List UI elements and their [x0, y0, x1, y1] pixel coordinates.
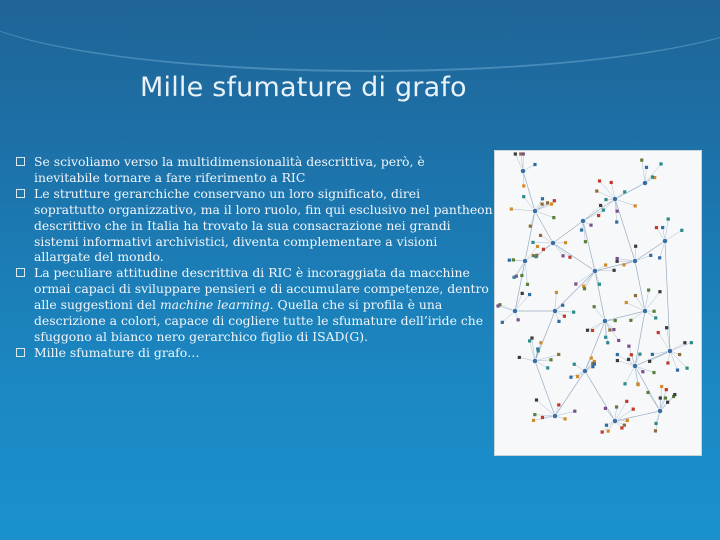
graph-leaf-node: [665, 388, 668, 391]
graph-leaf-node: [552, 216, 555, 219]
graph-leaf-node: [626, 419, 629, 422]
graph-leaf-node: [512, 258, 515, 261]
graph-leaf-node: [655, 226, 658, 229]
bullet-item: [14, 345, 494, 361]
graph-leaf-node: [517, 318, 520, 321]
graph-leaf-node: [533, 413, 536, 416]
graph-leaf-node: [652, 310, 655, 313]
graph-hub-node: [532, 208, 537, 213]
graph-leaf-node: [651, 175, 654, 178]
graph-leaf-node: [576, 375, 579, 378]
graph-leaf-node: [649, 254, 652, 257]
graph-leaf-edge: [665, 230, 682, 241]
graph-leaf-node: [557, 403, 560, 406]
bullet-text: Le strutture gerarchiche conservano un loro significato, direi soprattutto organizzativo, ma il loro ruolo, fin qui esclusivo nel pantheon descrittivo che in Italia ha trovato la sua consacrazione nei grandi sistemi informativi archivistici, diventa complementare a visioni allargate del mondo.: [34, 185, 493, 265]
graph-leaf-node: [533, 163, 536, 166]
graph-leaf-edge: [535, 415, 555, 416]
graph-leaf-node: [683, 341, 686, 344]
graph-leaf-edge: [650, 351, 670, 361]
graph-leaf-edge: [583, 205, 601, 221]
graph-leaf-node: [572, 311, 575, 314]
graph-leaf-node: [612, 328, 615, 331]
graph-hub-node: [550, 240, 555, 245]
bullet-box-icon: [16, 157, 25, 166]
graph-leaf-node: [658, 290, 661, 293]
graph-leaf-node: [561, 304, 564, 307]
graph-hub-node: [667, 348, 672, 353]
graph-leaf-node: [666, 401, 669, 404]
graph-leaf-node: [563, 417, 566, 420]
bullet-box-icon: [16, 189, 25, 198]
graph-leaf-node: [658, 256, 661, 259]
graph-leaf-node: [648, 360, 651, 363]
graph-leaf-node: [638, 353, 641, 356]
graph-leaf-node: [647, 288, 650, 291]
graph-leaf-node: [591, 365, 594, 368]
graph-leaf-edge: [670, 343, 691, 351]
graph-leaf-node: [537, 349, 540, 352]
graph-leaf-node: [667, 217, 670, 220]
graph-leaf-node: [665, 326, 668, 329]
graph-leaf-node: [532, 254, 535, 257]
graph-leaf-node: [615, 405, 618, 408]
header-decoration: [0, 0, 720, 72]
graph-leaf-node: [637, 383, 640, 386]
graph-leaf-edge: [642, 160, 645, 183]
graph-leaf-node: [606, 341, 609, 344]
graph-leaf-node: [541, 416, 544, 419]
graph-hub-node: [612, 418, 617, 423]
bullet-item: [14, 154, 494, 186]
graph-leaf-edge: [525, 261, 527, 284]
graph-leaf-node: [546, 366, 549, 369]
graph-leaf-node: [645, 166, 648, 169]
graph-leaf-node: [595, 189, 598, 192]
graph-leaf-node: [528, 339, 531, 342]
graph-leaf-node: [561, 254, 564, 257]
graph-leaf-node: [542, 248, 545, 251]
graph-leaf-edge: [530, 341, 535, 361]
graph-leaf-node: [634, 204, 637, 207]
bullet-box-icon: [16, 268, 25, 277]
graph-leaf-node: [541, 197, 544, 200]
graph-edge: [635, 261, 645, 311]
graph-leaf-node: [580, 228, 583, 231]
graph-leaf-edge: [615, 199, 635, 206]
graph-leaf-node: [610, 181, 613, 184]
graph-leaf-node: [593, 305, 596, 308]
graph-leaf-edge: [599, 199, 615, 216]
graph-edge: [615, 199, 635, 261]
graph-edge: [595, 271, 605, 321]
graph-leaf-node: [627, 358, 630, 361]
graph-leaf-node: [659, 396, 662, 399]
graph-leaf-node: [602, 208, 605, 211]
graph-leaf-node: [501, 321, 504, 324]
bullet-text-italic: machine learning.: [159, 297, 274, 313]
graph-leaf-node: [632, 408, 635, 411]
graph-leaf-node: [652, 371, 655, 374]
graph-leaf-edge: [665, 219, 668, 241]
graph-hub-node: [632, 258, 637, 263]
graph-leaf-node: [625, 301, 628, 304]
graph-hub-node: [582, 368, 587, 373]
graph-leaf-node: [616, 210, 619, 213]
graph-leaf-node: [549, 358, 552, 361]
graph-hub-node: [552, 413, 557, 418]
graph-leaf-node: [660, 385, 663, 388]
graph-leaf-node: [678, 353, 681, 356]
graph-leaf-edge: [583, 221, 585, 242]
graph-leaf-edge: [670, 351, 678, 370]
graph-leaf-node: [568, 256, 571, 259]
bullet-list: [14, 154, 494, 361]
graph-leaf-edge: [597, 191, 615, 199]
graph-leaf-edge: [658, 333, 670, 351]
graph-leaf-node: [623, 424, 626, 427]
graph-edge: [535, 211, 553, 243]
graph-leaf-node: [620, 426, 623, 429]
graph-edge: [585, 371, 615, 421]
graph-leaf-node: [586, 329, 589, 332]
graph-edge: [553, 243, 595, 271]
graph-leaf-node: [539, 341, 542, 344]
graph-leaf-node: [555, 291, 558, 294]
graph-leaf-node: [623, 190, 626, 193]
graph-leaf-node: [630, 353, 633, 356]
graph-leaf-edge: [648, 392, 660, 411]
graph-hub-node: [512, 308, 517, 313]
graph-leaf-node: [520, 274, 523, 277]
graph-leaf-node: [646, 391, 649, 394]
graph-leaf-node: [623, 382, 626, 385]
graph-leaf-node: [550, 203, 553, 206]
graph-leaf-node: [573, 410, 576, 413]
graph-hub-node: [532, 358, 537, 363]
graph-leaf-edge: [656, 411, 660, 431]
graph-leaf-node: [598, 179, 601, 182]
graph-hub-node: [522, 258, 527, 263]
graph-leaf-node: [590, 356, 593, 359]
graph-edge: [583, 221, 595, 271]
graph-edge: [535, 311, 555, 361]
graph-leaf-edge: [515, 295, 530, 311]
graph-leaf-node: [605, 424, 608, 427]
graph-leaf-edge: [533, 242, 553, 243]
graph-edge: [525, 211, 535, 261]
graph-leaf-node: [608, 328, 611, 331]
graph-hub-node: [612, 196, 617, 201]
slide-title: Mille sfumature di grafo: [140, 72, 467, 103]
graph-leaf-node: [530, 336, 533, 339]
graph-leaf-node: [617, 339, 620, 342]
graph-hub-node: [520, 168, 525, 173]
graph-leaf-node: [574, 282, 577, 285]
bullet-text: Mille sfumature di grafo…: [34, 344, 200, 360]
graph-leaf-node: [685, 367, 688, 370]
graph-leaf-node: [531, 241, 534, 244]
graph-edge: [553, 221, 583, 243]
graph-leaf-edge: [511, 209, 535, 211]
graph-leaf-node: [584, 240, 587, 243]
graph-hub-node: [580, 218, 585, 223]
graph-leaf-node: [515, 275, 518, 278]
graph-leaf-node: [508, 259, 511, 262]
graph-leaf-node: [604, 336, 607, 339]
graph-leaf-edge: [576, 271, 595, 284]
graph-leaf-node: [521, 292, 524, 295]
graph-leaf-node: [591, 329, 594, 332]
graph-leaf-node: [616, 359, 619, 362]
graph-edge: [535, 361, 555, 416]
graph-edge: [523, 171, 535, 211]
graph-leaf-node: [640, 159, 643, 162]
graph-leaf-node: [654, 422, 657, 425]
graph-leaf-node: [589, 224, 592, 227]
graph-hub-node: [602, 318, 607, 323]
graph-leaf-node: [614, 319, 617, 322]
graph-leaf-node: [615, 220, 618, 223]
graph-leaf-edge: [615, 401, 627, 421]
graph-leaf-node: [593, 362, 596, 365]
graph-leaf-node: [613, 269, 616, 272]
graph-leaf-node: [529, 225, 532, 228]
graph-leaf-node: [625, 400, 628, 403]
graph-leaf-node: [654, 429, 657, 432]
graph-edge: [605, 311, 645, 321]
graph-leaf-edge: [645, 290, 649, 311]
graph-leaf-node: [598, 283, 601, 286]
graph-leaf-node: [583, 287, 586, 290]
graph-leaf-node: [616, 257, 619, 260]
network-graph-image: [494, 150, 702, 456]
graph-leaf-node: [615, 260, 618, 263]
graph-leaf-edge: [583, 210, 603, 221]
graph-leaf-edge: [534, 416, 555, 420]
graph-leaf-node: [616, 353, 619, 356]
graph-leaf-node: [604, 263, 607, 266]
bullet-text: Se scivoliamo verso la multidimensionalità descrittiva, però, è inevitabile tornare a fare riferimento a RIC: [34, 154, 425, 185]
graph-leaf-node: [604, 198, 607, 201]
network-graph-drawing: [495, 151, 701, 455]
graph-leaf-node: [528, 293, 531, 296]
graph-edge: [583, 199, 615, 221]
graph-leaf-node: [522, 184, 525, 187]
graph-leaf-node: [535, 398, 538, 401]
graph-leaf-node: [563, 315, 566, 318]
graph-leaf-node: [539, 234, 542, 237]
bullet-text-end: Quella che si profila è una descrizione a colori, capace di cogliere tutte le sfumature dell’iride che sfuggono al bianco nero gerarchico figlio di ISAD(G).: [34, 297, 484, 344]
graph-leaf-node: [657, 331, 660, 334]
graph-leaf-node: [622, 263, 625, 266]
graph-leaf-node: [641, 370, 644, 373]
graph-leaf-node: [518, 356, 521, 359]
graph-leaf-node: [514, 152, 517, 155]
graph-edge: [615, 183, 645, 199]
graph-leaf-node: [597, 214, 600, 217]
graph-leaf-edge: [588, 321, 605, 330]
graph-leaf-node: [607, 430, 610, 433]
graph-leaf-node: [557, 320, 560, 323]
bullet-item: [14, 265, 494, 345]
graph-leaf-node: [651, 353, 654, 356]
graph-leaf-node: [601, 430, 604, 433]
graph-leaf-edge: [532, 338, 535, 361]
graph-leaf-node: [599, 204, 602, 207]
graph-leaf-node: [573, 363, 576, 366]
graph-leaf-node: [553, 199, 556, 202]
graph-hub-node: [642, 308, 647, 313]
graph-leaf-node: [522, 152, 525, 155]
graph-leaf-node: [557, 353, 560, 356]
graph-leaf-node: [564, 241, 567, 244]
graph-edge: [635, 311, 645, 366]
graph-leaf-edge: [645, 292, 660, 311]
graph-leaf-node: [673, 393, 676, 396]
graph-hub-node: [657, 408, 662, 413]
graph-leaf-node: [510, 207, 513, 210]
graph-leaf-node: [659, 162, 662, 165]
graph-leaf-node: [526, 283, 529, 286]
graph-leaf-node: [629, 319, 632, 322]
graph-leaf-node: [634, 294, 637, 297]
graph-edge: [555, 271, 595, 311]
graph-leaf-node: [676, 368, 679, 371]
graph-leaf-node: [661, 226, 664, 229]
graph-leaf-node: [569, 376, 572, 379]
graph-hub-node: [662, 238, 667, 243]
graph-leaf-node: [654, 316, 657, 319]
graph-leaf-node: [522, 195, 525, 198]
graph-edge: [615, 411, 660, 421]
graph-leaf-node: [634, 245, 637, 248]
bullet-box-icon: [16, 348, 25, 357]
graph-hub-node: [592, 268, 597, 273]
graph-leaf-node: [666, 361, 669, 364]
graph-leaf-edge: [625, 366, 635, 384]
graph-hub-node: [552, 308, 557, 313]
graph-hub-node: [632, 363, 637, 368]
graph-leaf-node: [532, 419, 535, 422]
graph-leaf-node: [541, 202, 544, 205]
graph-edge: [635, 366, 660, 411]
graph-leaf-node: [680, 229, 683, 232]
graph-leaf-node: [690, 341, 693, 344]
bullet-text-start: La peculiare attitudine descrittiva di RIC è incoraggiata da macchine ormai capaci di sviluppare pensieri e di accumulare competenze, dentro alle suggestioni del: [34, 265, 489, 313]
bullet-item: [14, 186, 494, 266]
graph-hub-node: [642, 180, 647, 185]
graph-leaf-node: [536, 245, 539, 248]
graph-leaf-node: [664, 396, 667, 399]
graph-leaf-node: [627, 345, 630, 348]
graph-leaf-node: [546, 201, 549, 204]
graph-leaf-node: [604, 407, 607, 410]
graph-leaf-node: [535, 255, 538, 258]
graph-leaf-node: [496, 304, 499, 307]
